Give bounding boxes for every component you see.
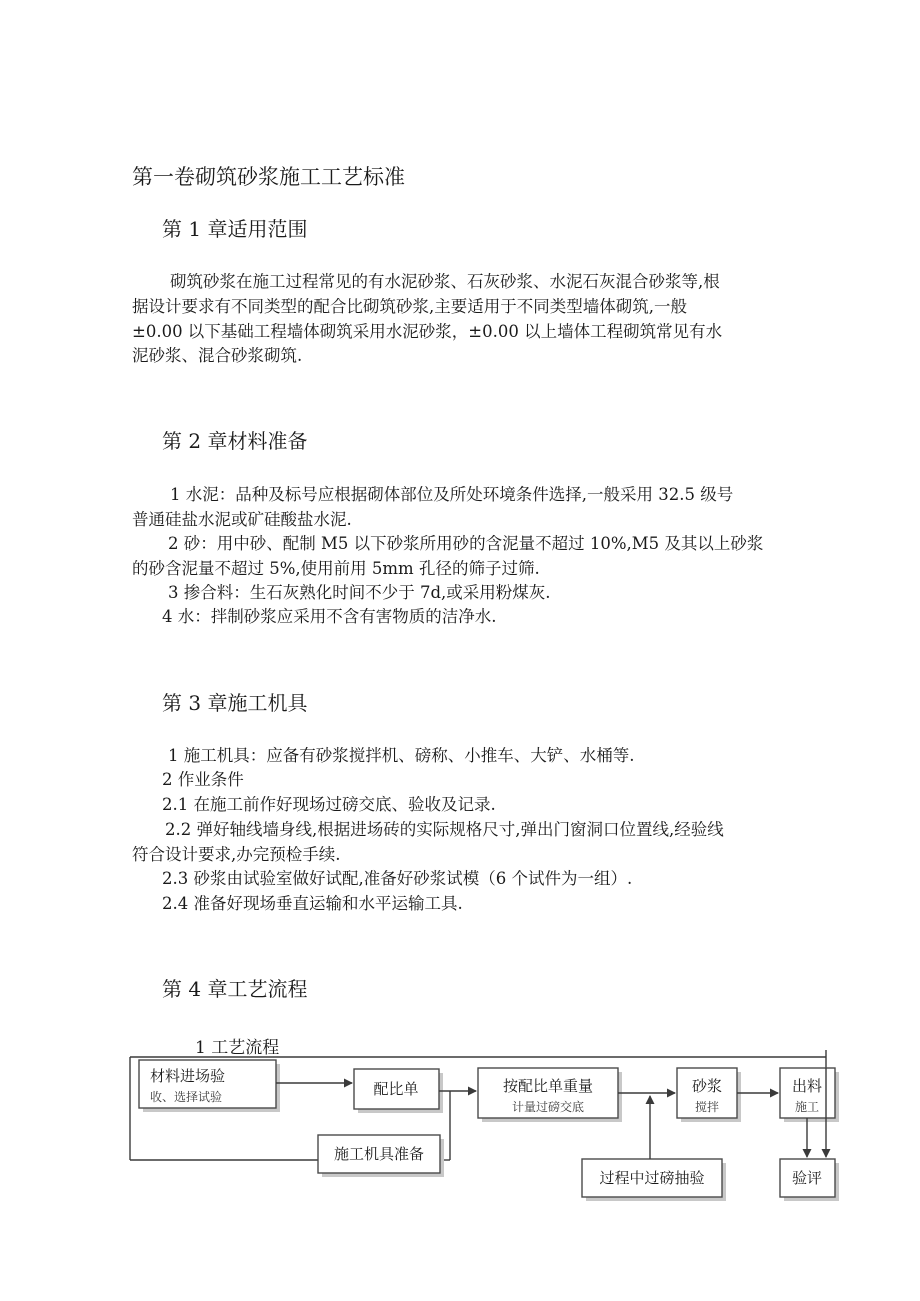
chapter-2-line: 2 砂：用中砂、配制 M5 以下砂浆所用砂的含泥量不超过 10%,M5 及其以上砂浆 <box>168 534 764 553</box>
chapter-1-title: 第 1 章适用范围 <box>162 217 308 241</box>
chapter-3-line: 2 作业条件 <box>162 770 244 789</box>
chapter-3-line: 符合设计要求,办完预检手续. <box>132 845 341 864</box>
chapter-1-line: 据设计要求有不同类型的配合比砌筑砂浆,主要适用于不同类型墙体砌筑,一般 <box>132 297 687 316</box>
chapter-2-line: 普通硅盐水泥或矿硅酸盐水泥. <box>132 510 352 529</box>
node-equipment <box>318 1135 444 1177</box>
node-output-line1: 出料 <box>791 1077 823 1095</box>
chapter-3-line: 1 施工机具：应备有砂浆搅拌机、磅称、小推车、大铲、水桶等. <box>168 746 635 765</box>
node-materials <box>139 1060 280 1112</box>
node-materials-line1: 材料进场验 <box>150 1067 226 1085</box>
chapter-3-line: 2.2 弹好轴线墙身线,根据进场砖的实际规格尺寸,弹出门窗洞口位置线,经验线 <box>165 820 724 839</box>
node-mix-sheet-label: 配比单 <box>373 1080 419 1098</box>
node-materials-line2: 收、选择试验 <box>150 1090 223 1104</box>
node-mix-sheet <box>354 1069 443 1113</box>
chapter-1-line: 砌筑砂浆在施工过程常见的有水泥砂浆、石灰砂浆、水泥石灰混合砂浆等,根 <box>170 272 720 291</box>
chapter-1-line: 泥砂浆、混合砂浆砌筑. <box>132 346 303 365</box>
node-sampling-label: 过程中过磅抽验 <box>599 1169 705 1187</box>
node-weigh <box>478 1068 622 1122</box>
node-evaluation-label: 验评 <box>791 1169 823 1187</box>
chapter-3-title: 第 3 章施工机具 <box>162 691 308 715</box>
node-sampling <box>582 1159 726 1201</box>
chapter-2-line: 的砂含泥量不超过 5%,使用前用 5mm 孔径的筛子过筛. <box>132 559 540 578</box>
node-weigh-line1: 按配比单重量 <box>502 1077 594 1095</box>
node-mixing <box>677 1068 741 1122</box>
chapter-2-line: 1 水泥：品种及标号应根据砌体部位及所处环境条件选择,一般采用 32.5 级号 <box>170 485 734 504</box>
volume-title: 第一卷砌筑砂浆施工工艺标准 <box>132 165 405 189</box>
node-mixing-line2: 搅拌 <box>694 1100 720 1114</box>
chapter-2-line: 3 掺合料：生石灰熟化时间不少于 7d,或采用粉煤灰. <box>168 583 551 602</box>
node-mixing-line1: 砂浆 <box>691 1077 723 1095</box>
flow-subtitle: 1 工艺流程 <box>195 1038 280 1058</box>
node-equipment-label: 施工机具准备 <box>333 1145 425 1163</box>
chapter-3-line: 2.4 准备好现场垂直运输和水平运输工具. <box>162 894 463 913</box>
chapter-1-line: ±0.00 以下基础工程墙体砌筑采用水泥砂浆，±0.00 以上墙体工程砌筑常见有水 <box>132 322 723 341</box>
node-output <box>780 1068 839 1122</box>
node-weigh-line2: 计量过磅交底 <box>511 1100 585 1114</box>
chapter-3-line: 2.1 在施工前作好现场过磅交底、验收及记录. <box>162 795 496 814</box>
node-output-line2: 施工 <box>794 1100 820 1114</box>
node-evaluation <box>780 1159 839 1201</box>
chapter-4-title: 第 4 章工艺流程 <box>162 977 308 1001</box>
chapter-2-line: 4 水：拌制砂浆应采用不含有害物质的洁净水. <box>162 607 497 626</box>
chapter-3-line: 2.3 砂浆由试验室做好试配,准备好砂浆试模（6 个试件为一组）. <box>162 869 633 888</box>
chapter-2-title: 第 2 章材料准备 <box>162 429 308 453</box>
